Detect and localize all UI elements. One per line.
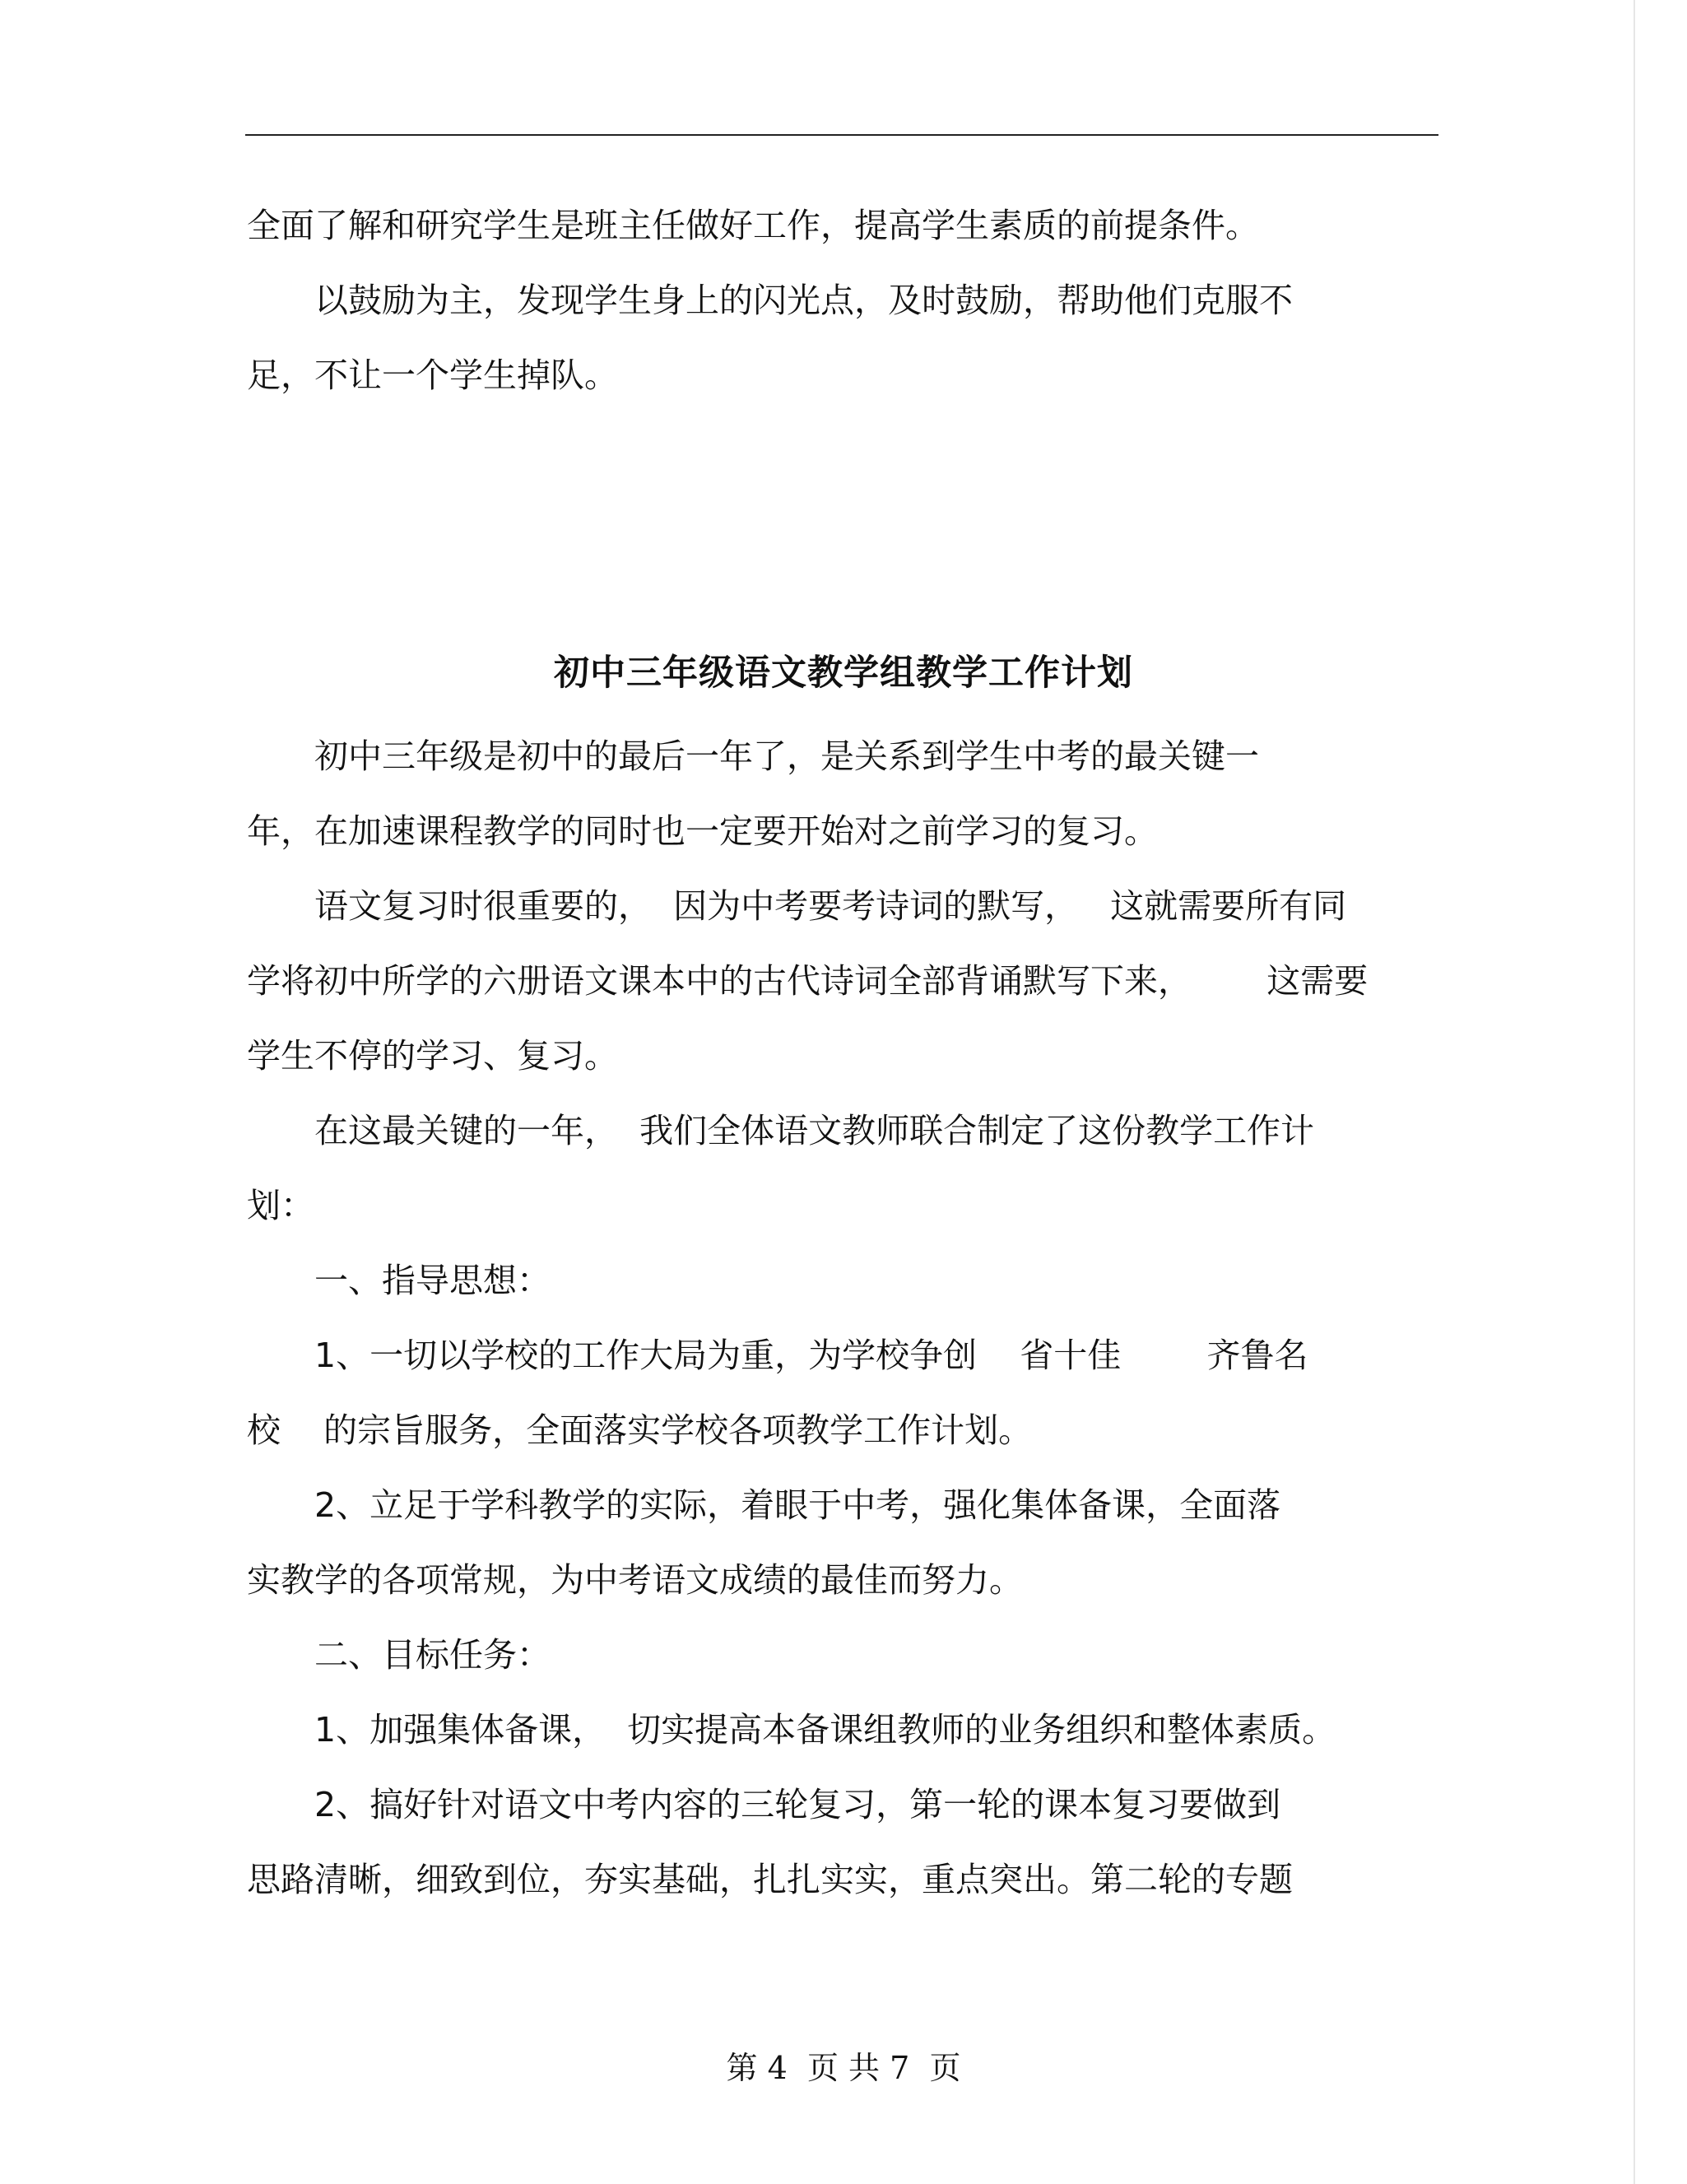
paragraph-line: 2、搞好针对语文中考内容的三轮复习，第一轮的课本复习要做到 xyxy=(247,1785,1281,1824)
page-edge-divider xyxy=(1634,0,1635,2184)
paragraph-line: 年，在加速课程教学的同时也一定要开始对之前学习的复习。 xyxy=(247,811,1158,851)
paragraph-line: 全面了解和研究学生是班主任做好工作，提高学生素质的前提条件。 xyxy=(247,206,1259,245)
paragraph-line: 实教学的各项常规，为中考语文成绩的最佳而努力。 xyxy=(247,1560,1023,1600)
paragraph-line: 以鼓励为主，发现学生身上的闪光点，及时鼓励，帮助他们克服不 xyxy=(247,281,1293,320)
header-rule xyxy=(245,134,1438,136)
paragraph-line: 语文复习时很重要的， 因为中考要考诗词的默写， 这就需要所有同 xyxy=(247,886,1347,926)
section-title: 初中三年级语文教学组教学工作计划 xyxy=(554,653,1133,694)
heading-line: 一、指导思想： xyxy=(247,1261,551,1300)
paragraph-line: 在这最关键的一年， 我们全体语文教师联合制定了这份教学工作计 xyxy=(247,1111,1315,1150)
paragraph-line: 初中三年级是初中的最后一年了，是关系到学生中考的最关键一 xyxy=(247,737,1259,776)
paragraph-line: 划： xyxy=(247,1186,314,1225)
heading-line: 二、目标任务： xyxy=(247,1635,551,1675)
paragraph-line: 思路清晰，细致到位，夯实基础，扎扎实实，重点突出。第二轮的专题 xyxy=(247,1860,1293,1899)
paragraph-line: 1、一切以学校的工作大局为重，为学校争创 省十佳 齐鲁名 xyxy=(247,1336,1308,1375)
paragraph-line: 学将初中所学的六册语文课本中的古代诗词全部背诵默写下来， 这需要 xyxy=(247,961,1369,1001)
paragraph-line: 足，不让一个学生掉队。 xyxy=(247,355,618,395)
paragraph-line: 2、立足于学科教学的实际，着眼于中考，强化集体备课，全面落 xyxy=(247,1485,1281,1525)
page-footer: 第 4 页 共 7 页 xyxy=(726,2050,961,2086)
paragraph-line: 1、加强集体备课， 切实提高本备课组教师的业务组织和整体素质。 xyxy=(247,1710,1336,1750)
paragraph-line: 校 的宗旨服务，全面落实学校各项教学工作计划。 xyxy=(247,1410,1033,1450)
paragraph-line: 学生不停的学习、复习。 xyxy=(247,1036,618,1076)
